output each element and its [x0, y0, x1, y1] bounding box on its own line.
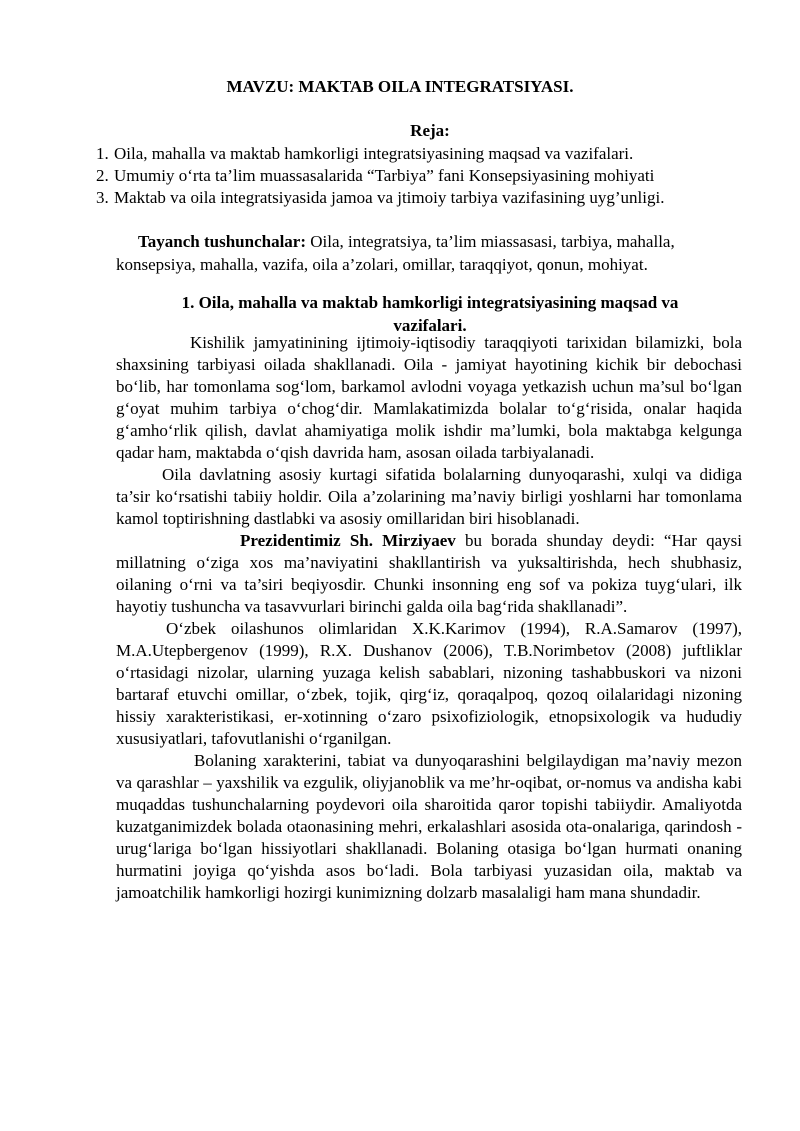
paragraph-2: Oila davlatning asosiy kurtagi sifatida bolalarning dunyoqarashi, xulqi va didiga ta’sir ko‘rsatishi tabiiy holdir. Oila a’zolarining ma’naviy birligi yoshlarni har tomonlama kamol toptirishning dastlabki va asosiy omillaridan biri hisoblanadi.: [116, 465, 742, 528]
plan-item-number: 3.: [96, 188, 109, 207]
plan-item-text: Oila, mahalla va maktab hamkorligi integratsiyasining maqsad va vazifalari.: [114, 144, 634, 163]
section-heading: 1. Oila, mahalla va maktab hamkorligi integratsiyasining maqsad va vazifalari.: [181, 293, 679, 335]
body-text: [116, 332, 742, 904]
keywords-paragraph: [116, 230, 742, 276]
plan-heading: Reja:: [410, 121, 450, 140]
plan-item-text: Maktab va oila integratsiyasida jamoa va jtimoiy tarbiya vazifasining uyg’unligi.: [114, 188, 665, 207]
paragraph-3: [116, 530, 742, 618]
president-name: Prezidentimiz Sh. Mirziyaev: [240, 531, 456, 550]
plan-item-number: 2.: [96, 166, 109, 185]
keywords-text: Oila, integratsiya, ta’lim miassasasi, tarbiya, mahalla, konsepsiya, mahalla, vazifa, oila a’zolari, omillar, taraqqiyot, qonun, mohiyat.: [116, 232, 675, 274]
paragraph-5: Bolaning xarakterini, tabiat va dunyoqarashini belgilaydigan ma’naviy mezon va qarashlar – yaxshilik va ezgulik, oliyjanoblik va me’hr-oqibat, or-nomus va andisha kabi muqaddas tushunchalarning poydevori oila sharoitida qaror topishi tabiiydir. Amaliyotda kuzatganimizdek bolada otaonasining mehri, erkalashlari asosida ota-onalariga, qarindosh -urug‘lariga bo‘lgan hissiyotlari shakllanadi. Bolaning otasiga bo‘lgan hurmati onaning hurmatini joyiga qo‘yishda asos bo‘ladi. Bola tarbiyasi yuzasidan oila, maktab va jamoatchilik hamkorligi hozirgi kunimizning dolzarb masalaligi ham mana shundadir.: [116, 751, 742, 902]
keywords-label: Tayanch tushunchalar:: [138, 232, 307, 251]
plan-item: [96, 187, 664, 209]
plan-item: [96, 165, 664, 187]
plan-item-number: 1.: [96, 144, 109, 163]
paragraph-3-text: bu borada shunday deydi: “Har qaysi millatning o‘ziga xos ma’naviyatini shakllantirish va yuksaltirishda, hech shubhasiz, oilaning o‘rni va ta’siri beqiyosdir. Chunki insonning eng sof va pokiza tuyg‘ulari, ilk hayotiy tushuncha va tasavvurlari birinchi galda oila bag‘rida shakllanadi”.: [116, 531, 742, 616]
plan-list: [96, 143, 664, 209]
paragraph-4: O‘zbek oilashunos olimlaridan X.K.Karimov (1994), R.A.Samarov (1997), M.A.Utepbergenov (1999), R.X. Dushanov (2006), T.B.Norimbetov (2008) juftliklar o‘rtasidagi nizolar, ularning yuzaga kelish sabablari, nizoning tashabbuskori va nizoni bartaraf etuvchi omillar, o‘zbek, tojik, qirg‘iz, qoraqalpoq, qozoq oilalaridagi nizoning hissiy xarakteristikasi, er-xotinning o‘zaro psixofiziologik, etnopsixologik va hududiy xususiyatlari, tafovutlanishi o‘rganilgan.: [116, 619, 742, 748]
plan-item-text: Umumiy o‘rta ta’lim muassasalarida “Tarbiya” fani Konsepsiyasining mohiyati: [114, 166, 655, 185]
paragraph-1: Kishilik jamyatinining ijtimoiy-iqtisodiy taraqqiyoti tarixidan bilamizki, bola shaxsining tarbiyasi oilada shakllanadi. Oila - jamiyat hayotining kichik bir debochasi bo‘lib, har tomonlama sog‘lom, barkamol avlodni voyaga yetkazish uchun ma’sul bo‘lgan g‘oyat muhim tarbiya o‘chog‘dir. Mamlakatimizda bolalar to‘g‘risida, onalar haqida g‘amho‘rlik qilish, davlat ahamiyatiga molik ishdir ma’lumki, bola maktabga kelgunga qadar ham, maktabda o‘qish davrida ham, asosan oilada tarbiyalanadi.: [116, 333, 742, 462]
plan-item: [96, 143, 664, 165]
document-title: MAVZU: MAKTAB OILA INTEGRATSIYASI.: [226, 77, 574, 96]
